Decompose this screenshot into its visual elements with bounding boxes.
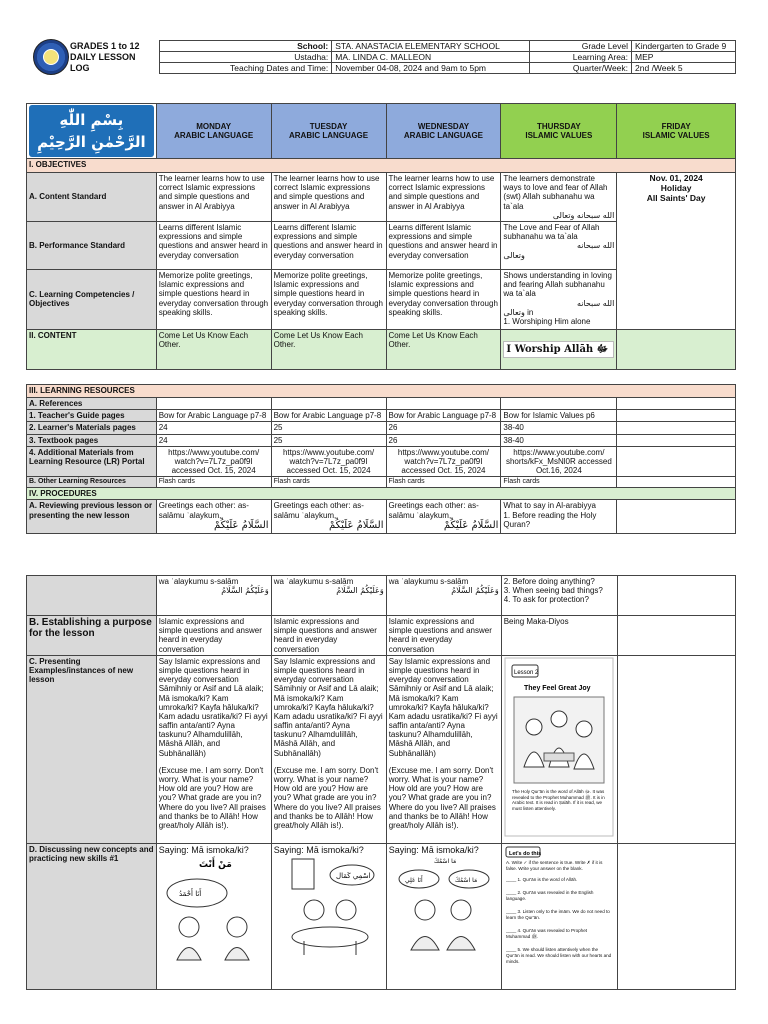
thu-tg: Bow for Islamic Values p6 <box>501 410 617 422</box>
thu-additional-link[interactable]: https://www.youtube.com/ shorts/kFx_MsNl0R accessed Oct.16, 2024 <box>501 446 617 477</box>
teacher-value: MA. LINDA C. MALLEON <box>332 52 530 63</box>
performance-standard-label: B. Performance Standard <box>27 221 157 269</box>
wed-discussing: Saying: Mā ismoka/ki? مَا اسْمُكَ أَنَا عَلِي مَا اسْمُكَ <box>386 843 501 989</box>
content-label: II. CONTENT <box>27 329 157 369</box>
tue-additional-link[interactable]: https://www.youtube.com/ watch?v=7L7z_pa0f9I accessed Oct. 15, 2024 <box>271 446 386 477</box>
tue-performance-standard: Learns different Islamic expressions and simple questions and answer heard in everyday conversation <box>271 221 386 269</box>
tue-tb: 25 <box>271 434 386 446</box>
grade-level-label: Grade Level <box>530 41 632 52</box>
mon-additional-link[interactable]: https://www.youtube.com/ watch?v=7L7z_pa0f9I accessed Oct. 15, 2024 <box>156 446 271 477</box>
thu-other: Flash cards <box>501 477 617 488</box>
tue-other: Flash cards <box>271 477 386 488</box>
mon-presenting: Say Islamic expressions and simple questions heard in everyday conversation Sāmihniy or Asif and Lā alaik; Mā ismoka/ki? Kam umroka/ki? Kayfa hāluka/ki? Kam adadu usratika/ki? Fi ayyi saffin anta/anti? Ayna taskunu? Alhamdulillāh, Māshā Allāh, and Subhānallāh) (Excuse me. I am sorry. Don't worry. What is your name? How old are you? How are you? What grade are you in? Where do you live? All praises and thanks be to Allāh! How great/holy Allāh is!). <box>156 655 271 843</box>
fri-holiday <box>617 173 736 330</box>
lesson-notes: The Holy Qur'ān is the word of Allāh ﷻ. It was revealed to the Prophet Muhammad ﷺ. It is in Arabic text. It is read in Ṣalāh. If it is read, we must listen attentively. <box>511 788 605 811</box>
wed-tg: Bow for Arabic Language p7-8 <box>386 410 501 422</box>
exercise-item-2: ____ 2. Qur'ān was revealed in the English language. <box>505 889 594 901</box>
mon-other: Flash cards <box>156 477 271 488</box>
tue-purpose: Islamic expressions and simple questions and answer heard in everyday conversation <box>271 616 386 656</box>
wed-lm: 26 <box>386 422 501 434</box>
fri-content <box>617 329 736 369</box>
thu-competencies: Shows understanding in loving and fearing Allah subhanahu wa ta`ala الله سبحانه وتعالى in 1. Worshiping Him alone <box>501 269 617 329</box>
wed-performance-standard: Learns different Islamic expressions and simple questions and answer heard in everyday conversation <box>386 221 501 269</box>
exercise-instructions: A. Write ✓ if the sentence is true. Write ✗ if it is false. Write your answer on the blank. <box>505 859 603 871</box>
learning-area-value: MEP <box>632 52 736 63</box>
header-thursday: THURSDAY ISLAMIC VALUES <box>501 104 617 159</box>
tue-tg: Bow for Arabic Language p7-8 <box>271 410 386 422</box>
thu-content-standard: The learners demonstrate ways to love and fear of Allah (swt) Allah subhanahu wa ta`ala الله سبحانه وتعالى <box>501 173 617 222</box>
log-title: DAILY LESSON LOG <box>70 51 136 73</box>
other-resources-label: B. Other Learning Resources <box>27 477 157 488</box>
additional-label: 4. Additional Materials from Learning Resource (LR) Portal <box>27 446 157 477</box>
dates-label: Teaching Dates and Time: <box>160 63 332 74</box>
tue-presenting: Say Islamic expressions and simple questions heard in everyday conversation Sāmihniy or Asif and Lā alaik; Mā ismoka/ki? Kam umroka/ki? Kayfa hāluka/ki? Kam adadu usratika/ki? Fi ayyi saffin anta/anti? Ayna taskunu? Alhamdulillāh, Māshā Allāh, and Subhānallāh) (Excuse me. I am sorry. Don't worry. What is your name? How old are you? How are you? What grade are you in? Where do you live? All praises and thanks be to Allāh! How great/holy Allāh is!). <box>271 655 386 843</box>
mon-content: Come Let Us Know Each Other. <box>156 329 271 369</box>
exercise-item-5: ____ 5. We should listen attentively when the Qur'ān is read. We should listen with our hearts and minds. <box>505 946 611 964</box>
mon-review: Greetings each other: as-salāmu ʿalaykum, السَّلَامُ عَلَيْكُمْ <box>156 500 271 534</box>
holiday-name: All Saints' Day <box>646 192 706 203</box>
mon-performance-standard: Learns different Islamic expressions and simple questions and answer heard in everyday conversation <box>156 221 271 269</box>
wed-tb: 26 <box>386 434 501 446</box>
mon-speech-bubble: أَنَا أَحْمَدُ <box>178 890 201 899</box>
worship-banner: I Worship Allāh ﷻ <box>503 341 614 359</box>
mon-content-standard: The learner learns how to use correct Islamic expressions and simple questions and answer in Al Arabiyya <box>156 173 271 222</box>
discussing-label: D. Discussing new concepts and practicing new skills #1 <box>27 843 157 989</box>
exercise-item-4: ____ 4. Qur'ān was revealed to Prophet Muhammad ﷺ. <box>505 927 587 939</box>
tue-content: Come Let Us Know Each Other. <box>271 329 386 369</box>
references-label: A. References <box>27 397 157 409</box>
thu-review-continued: 2. Before doing anything? 3. When seeing bad things? 4. To ask for protection? <box>501 576 617 616</box>
wed-purpose: Islamic expressions and simple questions and answer heard in everyday conversation <box>386 616 501 656</box>
grade-range: GRADES 1 to 12 <box>70 40 140 51</box>
tue-review: Greetings each other: as-salāmu ʿalaykum, السَّلَامُ عَلَيْكُمْ <box>271 500 386 534</box>
dll-title <box>26 41 160 74</box>
lm-label: 2. Learner's Materials pages <box>27 422 157 434</box>
thu-content <box>501 329 617 369</box>
competencies-label: C. Learning Competencies / Objectives <box>27 269 157 329</box>
lesson-table-page-2 <box>26 575 736 990</box>
mon-reply: wa ʿalaykumu s-salām وَعَلَيْكُمُ السَّلَامُ <box>156 576 271 616</box>
mon-greeting-illustration <box>159 855 269 965</box>
wed-other: Flash cards <box>386 477 501 488</box>
quarter-value: 2nd /Week 5 <box>632 63 736 74</box>
tue-greeting-illustration <box>274 855 384 965</box>
thu-purpose: Being Maka-Diyos <box>501 616 617 656</box>
tue-lm: 25 <box>271 422 386 434</box>
header-friday: FRIDAY ISLAMIC VALUES <box>617 104 736 159</box>
wed-illustration-header: مَا اسْمُكَ <box>433 858 456 866</box>
header-tuesday: TUESDAY ARABIC LANGUAGE <box>271 104 386 159</box>
header-table <box>26 40 736 74</box>
mon-illustration-title: مَنْ أَنْتَ <box>198 860 232 871</box>
learning-area-label: Learning Area: <box>530 52 632 63</box>
bismillah-calligraphy: بِسْمِ اللّٰهِ الرَّحْمٰنِ الرَّحِيْمِ <box>29 105 154 157</box>
content-standard-label: A. Content Standard <box>27 173 157 222</box>
wed-additional-link[interactable]: https://www.youtube.com/ watch?v=7L7z_pa0f9I accessed Oct. 15, 2024 <box>386 446 501 477</box>
presenting-label: C. Presenting Examples/instances of new lesson <box>27 655 157 843</box>
thu-review: What to say in Al-arabiyya 1. Before reading the Holy Quran? <box>501 500 617 534</box>
thu-lesson-image <box>501 655 617 843</box>
bismillah-banner <box>27 104 157 159</box>
mon-lm: 24 <box>156 422 271 434</box>
wed-content-standard: The learner learns how to use correct Islamic expressions and simple questions and answer in Al Arabiyya <box>386 173 501 222</box>
wed-greeting-illustration <box>389 855 499 965</box>
school-value: STA. ANASTACIA ELEMENTARY SCHOOL <box>332 41 530 52</box>
mon-tb: 24 <box>156 434 271 446</box>
thu-performance-standard: The Love and Fear of Allah subhanahu wa ta`ala الله سبحانه وتعالى <box>501 221 617 269</box>
review-label: A. Reviewing previous lesson or presenting the new lesson <box>27 500 157 534</box>
wed-speech-bubble-1: أَنَا عَلِي <box>404 877 423 885</box>
wed-review: Greetings each other: as-salāmu ʿalaykum, السَّلَامُ عَلَيْكُمْ <box>386 500 501 534</box>
tb-label: 3. Textbook pages <box>27 434 157 446</box>
lesson-title: They Feel Great Joy <box>523 684 591 692</box>
thu-exercise <box>501 843 617 989</box>
lesson-tag: Lesson 2 <box>513 669 539 676</box>
lets-do-this-worksheet <box>504 845 614 985</box>
school-label: School: <box>160 41 332 52</box>
tg-label: 1. Teacher's Guide pages <box>27 410 157 422</box>
mon-tg: Bow for Arabic Language p7-8 <box>156 410 271 422</box>
thu-lm: 38-40 <box>501 422 617 434</box>
tue-speech-bubble: اسْمِي كَمَال <box>335 872 371 881</box>
tue-discussing: Saying: Mā ismoka/ki? اسْمِي كَمَال <box>271 843 386 989</box>
holiday-label: Holiday <box>660 182 692 193</box>
wed-competencies: Memorize polite greetings, Islamic expressions and simple questions heard in everyday conversation through speaking skills. <box>386 269 501 329</box>
wed-speech-bubble-2: مَا اسْمُكَ <box>454 877 477 885</box>
procedures-heading: IV. PROCEDURES <box>27 488 736 500</box>
holiday-date: Nov. 01, 2024 <box>649 173 703 183</box>
tue-competencies: Memorize polite greetings, Islamic expressions and simple questions heard in everyday conversation through speaking skills. <box>271 269 386 329</box>
teacher-label: Ustadha: <box>160 52 332 63</box>
mon-competencies: Memorize polite greetings, Islamic expressions and simple questions heard in everyday conversation through speaking skills. <box>156 269 271 329</box>
header-monday: MONDAY ARABIC LANGUAGE <box>156 104 271 159</box>
lesson-2-illustration <box>504 657 614 837</box>
mon-purpose: Islamic expressions and simple questions and answer heard in everyday conversation <box>156 616 271 656</box>
lesson-table-page-1 <box>26 103 736 534</box>
objectives-heading: I. OBJECTIVES <box>27 159 736 173</box>
tue-content-standard: The learner learns how to use correct Islamic expressions and simple questions and answer in Al Arabiyya <box>271 173 386 222</box>
purpose-label: B. Establishing a purpose for the lesson <box>27 616 157 656</box>
dates-value: November 04-08, 2024 and 9am to 5pm <box>332 63 530 74</box>
exercise-item-1: ____ 1. Qur'ān is the word of Allāh. <box>505 876 578 882</box>
thu-tb: 38-40 <box>501 434 617 446</box>
wed-reply: wa ʿalaykumu s-salām وَعَلَيْكُمُ السَّلَامُ <box>386 576 501 616</box>
wed-presenting: Say Islamic expressions and simple questions heard in everyday conversation Sāmihniy or Asif and Lā alaik; Mā ismoka/ki? Kam umroka/ki? Kayfa hāluka/ki? Kam adadu usratika/ki? Fi ayyi saffin anta/anti? Ayna taskunu? Alhamdulillāh, Māshā Allāh, and Subhānallāh) (Excuse me. I am sorry. Don't worry. What is your name? How old are you? How are you? What grade are you in? Where do you live? All praises and thanks be to Allāh! How great/holy Allāh is!). <box>386 655 501 843</box>
exercise-item-3: ____ 3. Listen only to the imām. We do not need to learn the Qur'ān. <box>505 908 610 920</box>
quarter-label: Quarter/Week: <box>530 63 632 74</box>
grade-level-value: Kindergarten to Grade 9 <box>632 41 736 52</box>
mon-discussing: Saying: Mā ismoka/ki? مَنْ أَنْتَ أَنَا أَحْمَدُ <box>156 843 271 989</box>
header-wednesday: WEDNESDAY ARABIC LANGUAGE <box>386 104 501 159</box>
wed-content: Come Let Us Know Each Other. <box>386 329 501 369</box>
resources-heading: III. LEARNING RESOURCES <box>27 384 736 397</box>
tue-reply: wa ʿalaykumu s-salām وَعَلَيْكُمُ السَّلَامُ <box>271 576 386 616</box>
lets-do-this-tag: Let's do this <box>508 850 541 857</box>
